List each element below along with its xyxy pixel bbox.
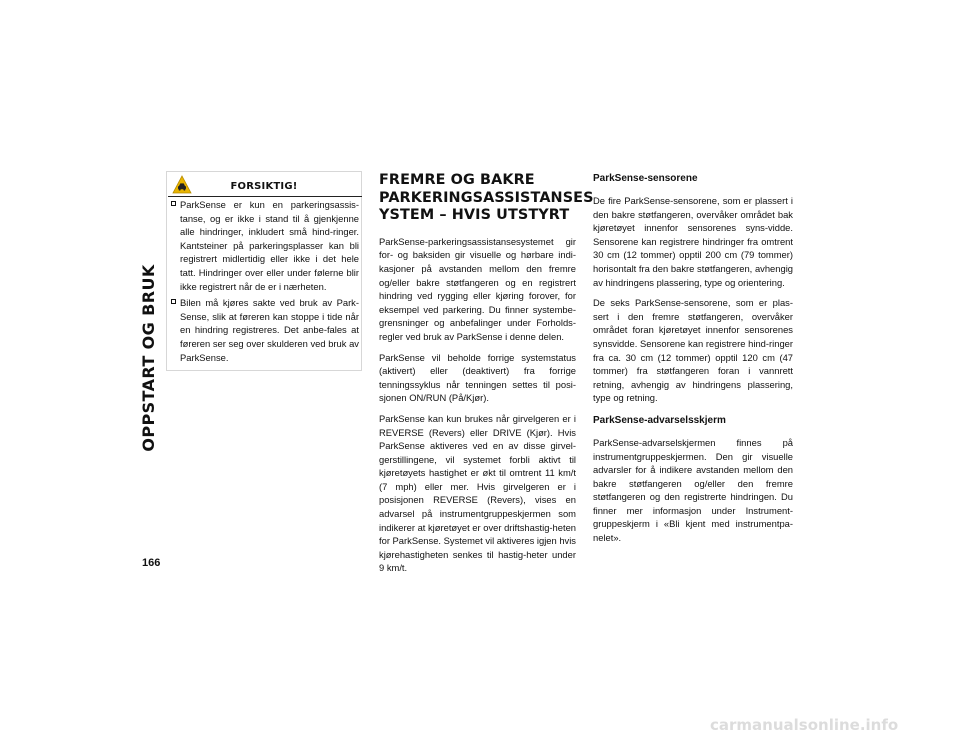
caution-item (169, 296, 359, 364)
square-bullet-icon (171, 299, 176, 304)
right-column (593, 172, 793, 552)
section-heading: FREMRE OG BAKRE PARKERINGSASSISTANSES YSTEM – HVIS UTSTYRT (379, 172, 594, 224)
caution-item-text: Bilen må kjøres sakte ved bruk av Park-Sense, slik at føreren kan stoppe i tide når en hindring registreres. Det anbe-fales at føreren ser seg over skulderen ved bruk av ParkSense. (180, 297, 359, 363)
caution-item (169, 198, 359, 293)
square-bullet-icon (171, 201, 176, 206)
warning-display-heading: ParkSense-advarselsskjerm (593, 414, 726, 426)
paragraph: De fire ParkSense-sensorene, som er plassert i den bakre støtfangeren, overvåker området bak kjøretøyet innenfor sensorenes syns-vidde. Sensorene kan registrere hindringer fra omtrent 30 cm (12 tommer) opptil 200 cm (79 tommer) horisontalt fra den bakre støtfangeren, avhengig av hindringens plassering, type og orientering. (593, 195, 793, 288)
caution-item-text: ParkSense er kun en parkeringsassis-tanse, og er ikke i stand til å gjenkjenne alle hindringer, inkludert små hind-ringer. Kantsteiner på parkeringsplasser kan bli registrert midlertidig eller ikke i det hele tatt. Hindringer over eller under følerne blir ikke registrert når de er i nærheten. (180, 199, 359, 292)
caution-header (167, 172, 361, 198)
caution-divider (168, 196, 362, 197)
main-column (379, 172, 594, 582)
watermark: carmanualsonline.info (710, 716, 899, 734)
paragraph: ParkSense vil beholde forrige systemstatus (aktivert) eller (deaktivert) fra forrige tenningssyklus når tenningen settes til posi-sjonen ON/RUN (På/Kjør). (379, 351, 576, 404)
caution-title: FORSIKTIG! (230, 181, 298, 192)
page-number: 166 (142, 557, 161, 569)
caution-list (169, 198, 359, 367)
paragraph: ParkSense kan kun brukes når girvelgeren er i REVERSE (Revers) eller DRIVE (Kjør). Hvis ParkSense aktiveres ved en av disse girvel-gerstillingene, vil systemet forbli aktivt til kjøretøyets hastighet er økt til omtrent 11 km/t (7 mph) eller mer. Hvis girvelgeren er i posisjonen REVERSE (Revers), vises en advarsel på instrumentgruppeskjermen som indikerer at kjøretøyet er over driftshastig-heten for ParkSense. Systemet vil aktiveres igjen hvis kjørehastigheten senkes til hastig-heter under 9 km/t. (379, 412, 576, 574)
paragraph: ParkSense-parkeringsassistansesystemet gir for- og baksiden gir visuelle og hørbare indi-kasjoner på avstanden mellom den fremre og/eller bakre støtfangeren og en registrert hindring ved rygging eller kjøring forover, for eksempel ved parkering. Du finner systembe-grensninger og anbefalinger under Forholds-regler ved bruk av ParkSense i denne delen. (379, 235, 576, 342)
sensors-heading: ParkSense-sensorene (593, 173, 698, 184)
section-tab-label: OPPSTART OG BRUK (139, 264, 158, 452)
caution-box (166, 171, 362, 371)
paragraph: ParkSense-advarselskjermen finnes på instrumentgruppeskjermen. Den gir visuelle advarsler for å indikere avstanden mellom den bakre støtfangeren og/eller den fremre støtfangeren og den registrerte hindringen. Du finner mer informasjon under Instrument-gruppeskjerm i «Bli kjent med instrumentpa-nelet». (593, 436, 793, 544)
paragraph: De seks ParkSense-sensorene, som er plas-sert i den fremre støtfangeren, overvåker området foran kjøretøyet innenfor sensorenes synsvidde. Sensorene kan registrere hind-ringer fra ca. 30 cm (12 tommer) opptil 120 cm (47 tommer) fra støtfangeren foran i vannrett retning, avhengig av hindringens plassering, type og retning. (593, 297, 793, 404)
